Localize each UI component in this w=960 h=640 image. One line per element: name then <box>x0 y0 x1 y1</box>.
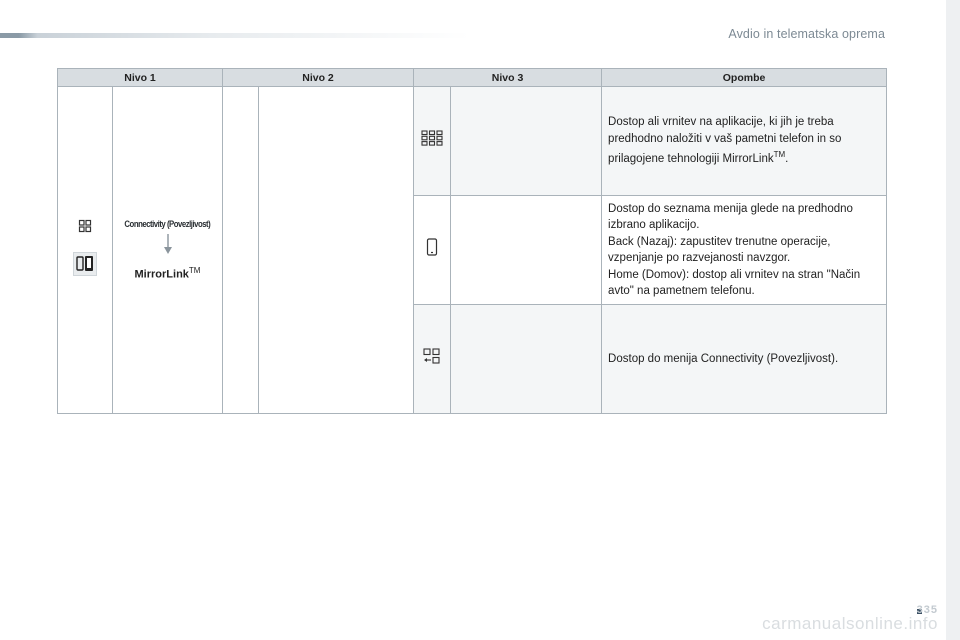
note-line: predhodno naložiti v vaš pametni telefon in so <box>608 132 842 145</box>
note-line: vzpenjanje po razvejanosti navzgor. <box>608 252 791 264</box>
apps-grid-icon <box>421 137 443 149</box>
level1-label-cell <box>113 87 223 414</box>
note-line: avto" na pametnem telefonu. <box>608 285 755 297</box>
level3-label-cell-1 <box>451 87 602 196</box>
header-nivo-2: Nivo 2 <box>223 69 414 87</box>
level1-icon-cell <box>58 87 113 414</box>
level2-label-cell <box>259 87 414 414</box>
level3-icon-cell-3 <box>414 305 451 414</box>
level3-icon-cell-2 <box>414 196 451 305</box>
note-line: Back (Nazaj): zapustitev trenutne operacije, <box>608 235 831 248</box>
header-nivo-1: Nivo 1 <box>58 69 223 87</box>
connectivity-icon <box>78 219 92 239</box>
header-nivo-3: Nivo 3 <box>414 69 602 87</box>
arrow-down-icon <box>163 233 173 261</box>
level3-icon-cell-1 <box>414 87 451 196</box>
note-line: izbrano aplikacijo. <box>608 219 700 231</box>
header-opombe: Opombe <box>602 69 887 87</box>
watermark: carmanualsonline.info <box>762 614 938 633</box>
mirrorlink-label: MirrorLink™ <box>134 265 201 281</box>
note-cell-1 <box>602 87 887 196</box>
note-cell-2 <box>602 196 887 305</box>
note-line: Dostop do seznama menija glede na predhodno <box>608 202 853 215</box>
connectivity-label: Connectivity (Povezljivost) <box>124 218 211 230</box>
page-edge-strip <box>946 0 960 640</box>
note-line: prilagojene tehnologiji MirrorLink™. <box>608 150 789 166</box>
header-gradient-bar <box>0 33 470 38</box>
page-number: 335 <box>916 604 938 616</box>
note-line: Home (Domov): dostop ali vrnitev na stran "Način <box>608 268 861 281</box>
note-cell-3 <box>602 305 887 414</box>
level2-icon-cell <box>223 87 259 414</box>
connectivity-back-icon <box>423 355 441 367</box>
section-title: Avdio in telematska oprema <box>728 27 885 41</box>
level3-label-cell-2 <box>451 196 602 305</box>
level3-label-cell-3 <box>451 305 602 414</box>
menu-table <box>57 68 887 414</box>
note-line: Dostop do menija Connectivity (Povezljivost). <box>608 352 839 365</box>
smartphone-icon <box>426 247 438 259</box>
note-line: Dostop ali vrnitev na aplikacije, ki jih je treba <box>608 116 834 129</box>
mirrorlink-icon <box>73 252 97 282</box>
